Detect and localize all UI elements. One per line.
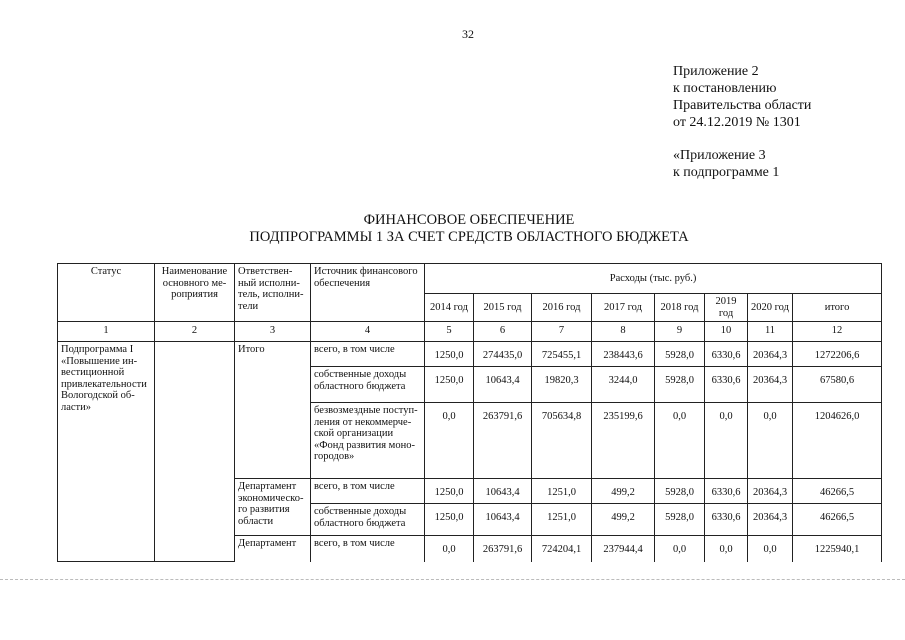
value-cell: 263791,6 xyxy=(474,403,532,479)
column-number: 8 xyxy=(592,322,655,342)
value-cell: 1251,0 xyxy=(532,479,592,504)
value-cell: 6330,6 xyxy=(705,479,748,504)
appendix-line: от 24.12.2019 № 1301 xyxy=(673,115,801,130)
value-cell: 0,0 xyxy=(655,403,705,479)
column-number: 10 xyxy=(705,322,748,342)
value-cell: 1272206,6 xyxy=(793,342,882,367)
column-number: 7 xyxy=(532,322,592,342)
header-year: 2016 год xyxy=(532,294,592,322)
header-executor: Ответствен-ный исполни-тель, исполни-тели xyxy=(235,264,311,322)
column-number: 12 xyxy=(793,322,882,342)
header-year: 2018 год xyxy=(655,294,705,322)
value-cell: 1250,0 xyxy=(425,342,474,367)
header-year: 2017 год xyxy=(592,294,655,322)
value-cell: 0,0 xyxy=(705,536,748,562)
appendix-line: Приложение 2 xyxy=(673,64,759,79)
header-status: Статус xyxy=(58,264,155,322)
value-cell: 20364,3 xyxy=(748,342,793,367)
value-cell: 0,0 xyxy=(748,536,793,562)
value-cell: 235199,6 xyxy=(592,403,655,479)
source-cell: собственные доходы областного бюджета xyxy=(311,367,425,403)
value-cell: 1251,0 xyxy=(532,504,592,536)
financing-table xyxy=(57,263,882,562)
column-number: 9 xyxy=(655,322,705,342)
table-row xyxy=(58,342,882,367)
source-cell: всего, в том числе xyxy=(311,342,425,367)
value-cell: 1250,0 xyxy=(425,479,474,504)
value-cell: 0,0 xyxy=(705,403,748,479)
source-cell: безвозмездные поступ-ления от некоммерче-ской организации «Фонд развития моно-городов» xyxy=(311,403,425,479)
appendix-line: к постановлению xyxy=(673,81,777,96)
value-cell: 46266,5 xyxy=(793,479,882,504)
column-number: 11 xyxy=(748,322,793,342)
executor-cell: Департамент экономическо-го развития области xyxy=(235,479,311,536)
value-cell: 10643,4 xyxy=(474,367,532,403)
value-cell: 20364,3 xyxy=(748,504,793,536)
value-cell: 20364,3 xyxy=(748,367,793,403)
header-year: итого xyxy=(793,294,882,322)
header-expenses: Расходы (тыс. руб.) xyxy=(425,264,882,294)
subprogram-status: Подпрограмма I «Повышение ин-вестиционной привлекательности Вологодской об-ласти» xyxy=(58,342,155,562)
value-cell: 5928,0 xyxy=(655,342,705,367)
value-cell: 10643,4 xyxy=(474,504,532,536)
executor-cell: Департамент xyxy=(235,536,311,562)
value-cell: 3244,0 xyxy=(592,367,655,403)
header-year: 2014 год xyxy=(425,294,474,322)
page-edge-line xyxy=(0,579,905,580)
executor-cell: Итого xyxy=(235,342,311,479)
column-number: 4 xyxy=(311,322,425,342)
title-line-1: ФИНАНСОВОЕ ОБЕСПЕЧЕНИЕ xyxy=(363,212,575,228)
value-cell: 20364,3 xyxy=(748,479,793,504)
value-cell: 5928,0 xyxy=(655,479,705,504)
source-cell: всего, в том числе xyxy=(311,536,425,562)
column-number: 1 xyxy=(58,322,155,342)
value-cell: 46266,5 xyxy=(793,504,882,536)
value-cell: 6330,6 xyxy=(705,342,748,367)
source-cell: собственные доходы областного бюджета xyxy=(311,504,425,536)
value-cell: 5928,0 xyxy=(655,367,705,403)
value-cell: 1225940,1 xyxy=(793,536,882,562)
page-number: 32 xyxy=(462,27,474,41)
value-cell: 499,2 xyxy=(592,479,655,504)
header-measure: Наименование основного ме-роприятия xyxy=(155,264,235,322)
value-cell: 0,0 xyxy=(425,403,474,479)
value-cell: 0,0 xyxy=(425,536,474,562)
column-number: 3 xyxy=(235,322,311,342)
header-year: 2019 год xyxy=(705,294,748,322)
value-cell: 705634,8 xyxy=(532,403,592,479)
appendix-line: Правительства области xyxy=(673,98,812,113)
value-cell: 263791,6 xyxy=(474,536,532,562)
column-number: 6 xyxy=(474,322,532,342)
value-cell: 724204,1 xyxy=(532,536,592,562)
value-cell: 6330,6 xyxy=(705,504,748,536)
value-cell: 67580,6 xyxy=(793,367,882,403)
value-cell: 1250,0 xyxy=(425,504,474,536)
column-number: 2 xyxy=(155,322,235,342)
source-cell: всего, в том числе xyxy=(311,479,425,504)
value-cell: 6330,6 xyxy=(705,367,748,403)
header-source: Источник финансового обеспечения xyxy=(311,264,425,322)
measure-cell xyxy=(155,342,235,562)
header-year: 2020 год xyxy=(748,294,793,322)
value-cell: 274435,0 xyxy=(474,342,532,367)
appendix2-line: «Приложение 3 xyxy=(673,148,766,163)
value-cell: 10643,4 xyxy=(474,479,532,504)
value-cell: 1204626,0 xyxy=(793,403,882,479)
value-cell: 238443,6 xyxy=(592,342,655,367)
title-line-2: ПОДПРОГРАММЫ 1 ЗА СЧЕТ СРЕДСТВ ОБЛАСТНОГО БЮДЖЕТА xyxy=(249,229,689,245)
appendix2-line: к подпрограмме 1 xyxy=(673,165,780,180)
value-cell: 1250,0 xyxy=(425,367,474,403)
value-cell: 499,2 xyxy=(592,504,655,536)
header-year: 2015 год xyxy=(474,294,532,322)
value-cell: 725455,1 xyxy=(532,342,592,367)
value-cell: 237944,4 xyxy=(592,536,655,562)
value-cell: 0,0 xyxy=(748,403,793,479)
value-cell: 5928,0 xyxy=(655,504,705,536)
appendix-block xyxy=(673,63,811,181)
column-number: 5 xyxy=(425,322,474,342)
value-cell: 0,0 xyxy=(655,536,705,562)
value-cell: 19820,3 xyxy=(532,367,592,403)
document-title xyxy=(0,212,905,246)
